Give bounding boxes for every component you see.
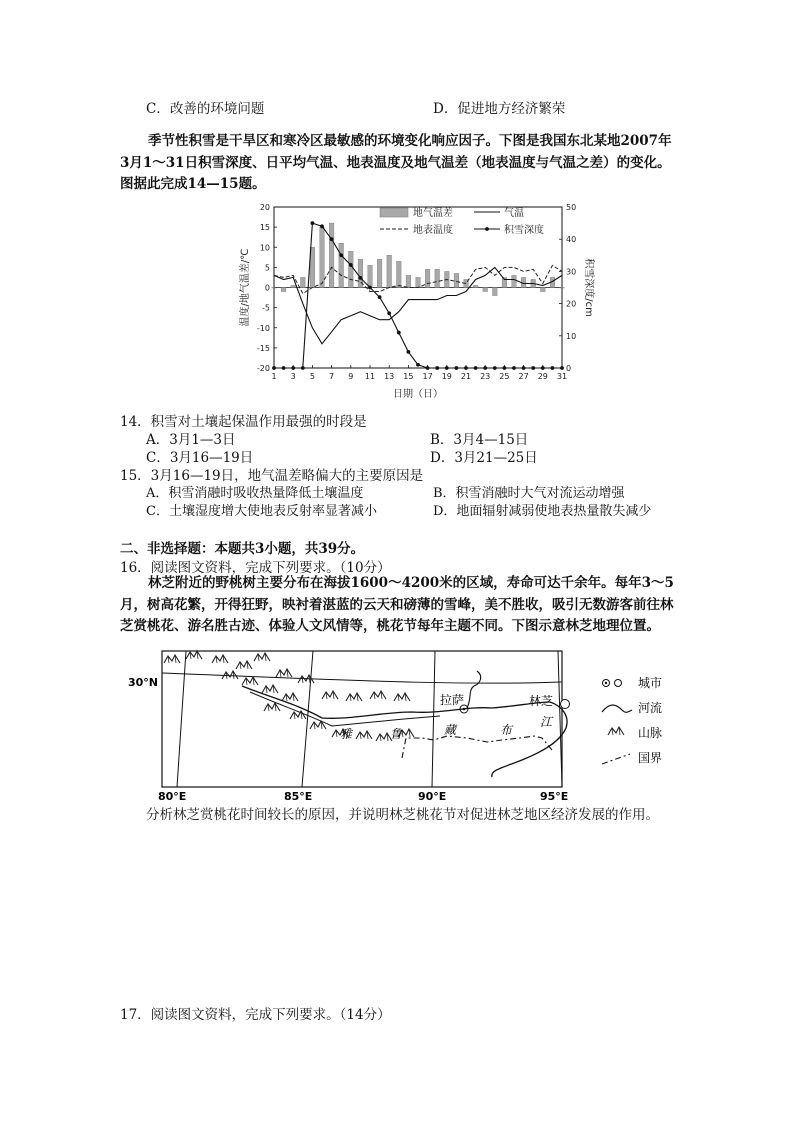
snow-depth-point: [330, 237, 334, 241]
diff-bar: [454, 273, 459, 287]
snow-depth-point: [483, 366, 487, 370]
diff-bar: [281, 288, 286, 292]
q14-option-a: A．3月1—3日: [146, 432, 236, 448]
snow-depth-point: [512, 366, 516, 370]
diff-bar: [406, 275, 411, 287]
y-left-tick-label: 0: [264, 283, 270, 293]
legend-air-label: 气温: [504, 208, 524, 219]
snow-depth-point: [493, 366, 497, 370]
q16-question: 分析林芝赏桃花时间较长的原因，并说明林芝桃花节对促进林芝地区经济发展的作用。: [146, 807, 659, 823]
lhasa-label: 拉萨: [440, 693, 465, 707]
lat-label-30n: 30°N: [128, 676, 159, 689]
diff-bar: [272, 288, 277, 289]
section-2-heading: 二、非选择题：本题共3小题，共39分。: [120, 541, 365, 557]
river-char-1: 雅: [340, 727, 353, 741]
x-tick-label: 27: [518, 372, 529, 381]
diff-bar: [493, 288, 498, 296]
lon-label-80e: 80°E: [158, 790, 187, 803]
q14-option-b: B．3月4—15日: [430, 432, 529, 448]
diff-bar: [387, 255, 392, 287]
diff-bar: [560, 288, 565, 289]
snow-depth-point: [455, 366, 459, 370]
snow-depth-point: [339, 253, 343, 257]
x-tick-label: 15: [403, 372, 414, 381]
q16-material: 林芝附近的野桃树主要分布在海拔1600～4200米的区域，寿命可达千余年。每年3～5月，树高花繁，开得狂野，映衬着湛蓝的云天和磅薄的雪峰，美不胜收，吸引无数游客前往林芝赏桃花、游名胜古迹、体验人文风情等，桃花节每年主题不同。下图示意林芝地理位置。: [120, 575, 674, 634]
intro-14-15: 季节性积雪是干旱区和寒冷区最敏感的环境变化响应因子。下图是我国东北某地2007年3月1～31日积雪深度、日平均气温、地表温度及地气温差（地表温度与气温之差）的变化。图据此完成14—15题。: [120, 133, 672, 192]
diff-bar: [435, 269, 440, 287]
q14-stem: 14．积雪对土壤起保温作用最强的时段是: [120, 414, 367, 430]
lhasa-river: [467, 671, 481, 708]
snow-depth-point: [445, 366, 449, 370]
himalaya-mountains: [164, 651, 414, 741]
x-tick-label: 3: [290, 372, 296, 381]
diff-bar: [416, 277, 421, 287]
y-left-tick-label: 10: [259, 243, 270, 253]
river-great-bend: [492, 702, 567, 777]
snow-depth-point: [407, 350, 411, 354]
linzhi-location-map: [122, 646, 702, 804]
snow-depth-point: [560, 366, 564, 370]
legend-river-symbol: [602, 705, 632, 712]
snow-depth-point: [311, 221, 315, 225]
q15-stem: 15．3月16—19日，地气温差略偏大的主要原因是: [120, 468, 424, 484]
map-legend: [602, 676, 662, 765]
y-right-tick-label: 40: [566, 235, 577, 245]
legend-border-symbol: [602, 754, 630, 764]
diff-bar: [320, 227, 325, 287]
y-right-tick-label: 10: [566, 331, 577, 341]
meridian-80e: [177, 651, 186, 787]
x-tick-label: 1: [271, 372, 277, 381]
q15-option-b: B．积雪消融时大气对流运动增强: [433, 486, 625, 501]
legend-snow-point: [485, 227, 489, 231]
x-tick-label: 13: [384, 372, 395, 381]
snow-depth-point: [301, 366, 305, 370]
x-tick-label: 23: [480, 372, 491, 381]
y-left-tick-label: 15: [259, 223, 270, 233]
snow-depth-point: [359, 276, 363, 280]
legend-city-symbol: [603, 680, 622, 687]
x-tick-label: 11: [364, 372, 376, 381]
legend-city: 城市: [638, 676, 663, 690]
q14-option-c: C．3月16—19日: [146, 450, 254, 466]
x-axis-label: 日期（日）: [393, 389, 443, 400]
diff-bar: [368, 265, 373, 287]
meridian-85e: [302, 651, 313, 787]
national-border: [402, 736, 552, 758]
q13-option-c: C．改善的环境问题: [146, 101, 265, 117]
snow-depth-point: [464, 366, 468, 370]
river-char-2: 鲁: [390, 727, 403, 741]
y-left-tick-label: -15: [256, 343, 270, 353]
snow-depth-point: [397, 331, 401, 335]
snow-depth-point: [282, 366, 286, 370]
meridian-90e: [432, 651, 435, 787]
lon-label-95e: 95°E: [540, 790, 569, 803]
x-tick-label: 21: [460, 372, 472, 381]
q16-stem: 16．阅读图文资料，完成下列要求。（10分）: [120, 560, 391, 576]
lon-label-90e: 90°E: [418, 790, 447, 803]
x-tick-label: 5: [309, 372, 315, 381]
q15-option-a: A．积雪消融时吸收热量降低土壤温度: [146, 486, 364, 501]
lon-label-85e: 85°E: [284, 790, 313, 803]
snow-depth-point: [474, 366, 478, 370]
diff-bar: [349, 251, 354, 287]
snow-depth-point: [416, 363, 420, 367]
snow-depth-point: [378, 295, 382, 299]
river-char-4: 布: [500, 723, 513, 737]
q14-option-d: D．3月21—25日: [430, 450, 538, 466]
y-right-tick-label: 0: [566, 364, 572, 373]
q13-option-d: D．促进地方经济繁荣: [433, 101, 566, 117]
snow-depth-point: [368, 286, 372, 290]
x-tick-label: 7: [329, 372, 335, 381]
snow-depth-line: [274, 223, 562, 368]
snow-depth-point: [349, 263, 353, 267]
snow-depth-point: [426, 366, 430, 370]
legend-diff-label: 地气温差: [413, 208, 453, 219]
linzhi-city-marker: [561, 700, 570, 709]
snow-temperature-chart: [230, 198, 594, 404]
diff-bar: [377, 259, 382, 287]
diff-bar: [473, 285, 478, 287]
diff-bar: [397, 261, 402, 287]
y-left-tick-label: 5: [264, 263, 270, 273]
snow-depth-point: [387, 311, 391, 315]
diff-bar: [483, 288, 488, 292]
snow-depth-point: [541, 366, 545, 370]
legend-border: 国界: [638, 751, 663, 765]
x-tick-label: 19: [441, 372, 452, 381]
snow-depth-point: [503, 366, 507, 370]
diff-bar: [291, 285, 296, 287]
q15-option-c: C．土壤湿度增大使地表反射率显著减小: [146, 504, 377, 519]
snow-depth-point: [551, 366, 555, 370]
legend-diff-swatch: [380, 208, 408, 217]
y-right-tick-label: 20: [566, 299, 577, 309]
legend-river: 河流: [638, 701, 663, 715]
x-tick-label: 25: [499, 372, 510, 381]
linzhi-label: 林芝: [529, 694, 554, 708]
diff-bar: [512, 275, 517, 287]
snow-depth-point: [272, 366, 276, 370]
diff-bar: [339, 243, 344, 287]
y-left-axis-label: 温度/地气温差/℃: [240, 248, 251, 327]
y-left-tick-label: -10: [256, 323, 270, 333]
diff-bar: [541, 288, 546, 292]
snow-depth-point: [435, 366, 439, 370]
legend-snow-label: 积雪深度: [504, 225, 544, 236]
x-tick-label: 29: [537, 372, 548, 381]
q15-option-d: D．地面辐射减弱使地表热量散失减少: [433, 504, 652, 519]
y-right-axis-label: 积雪深度/cm: [583, 258, 594, 317]
y-right-tick-label: 50: [566, 203, 577, 212]
y-left-tick-label: -5: [262, 303, 270, 313]
river-char-5: 江: [540, 715, 553, 729]
diff-bar: [329, 223, 334, 287]
y-left-tick-label: -20: [256, 364, 270, 373]
diff-bar: [301, 277, 306, 287]
legend-surface-label: 地表温度: [413, 225, 453, 236]
yarlung-tsangpo-river: [242, 686, 550, 718]
legend-mountain-symbol: [608, 727, 624, 735]
snow-depth-point: [531, 366, 535, 370]
legend-mountain: 山脉: [638, 726, 663, 740]
q17-stem: 17．阅读图文资料，完成下列要求。（14分）: [120, 1007, 391, 1023]
x-tick-label: 31: [556, 372, 568, 381]
snow-depth-point: [522, 366, 526, 370]
y-right-tick-label: 30: [566, 267, 577, 277]
map-frame: [162, 651, 562, 787]
y-left-tick-label: 20: [259, 203, 270, 212]
snow-depth-point: [320, 224, 324, 228]
river-char-3: 藏: [444, 723, 457, 737]
x-tick-label: 9: [348, 372, 354, 381]
diff-bar: [425, 269, 430, 287]
snow-depth-point: [291, 366, 295, 370]
x-tick-label: 17: [422, 372, 433, 381]
